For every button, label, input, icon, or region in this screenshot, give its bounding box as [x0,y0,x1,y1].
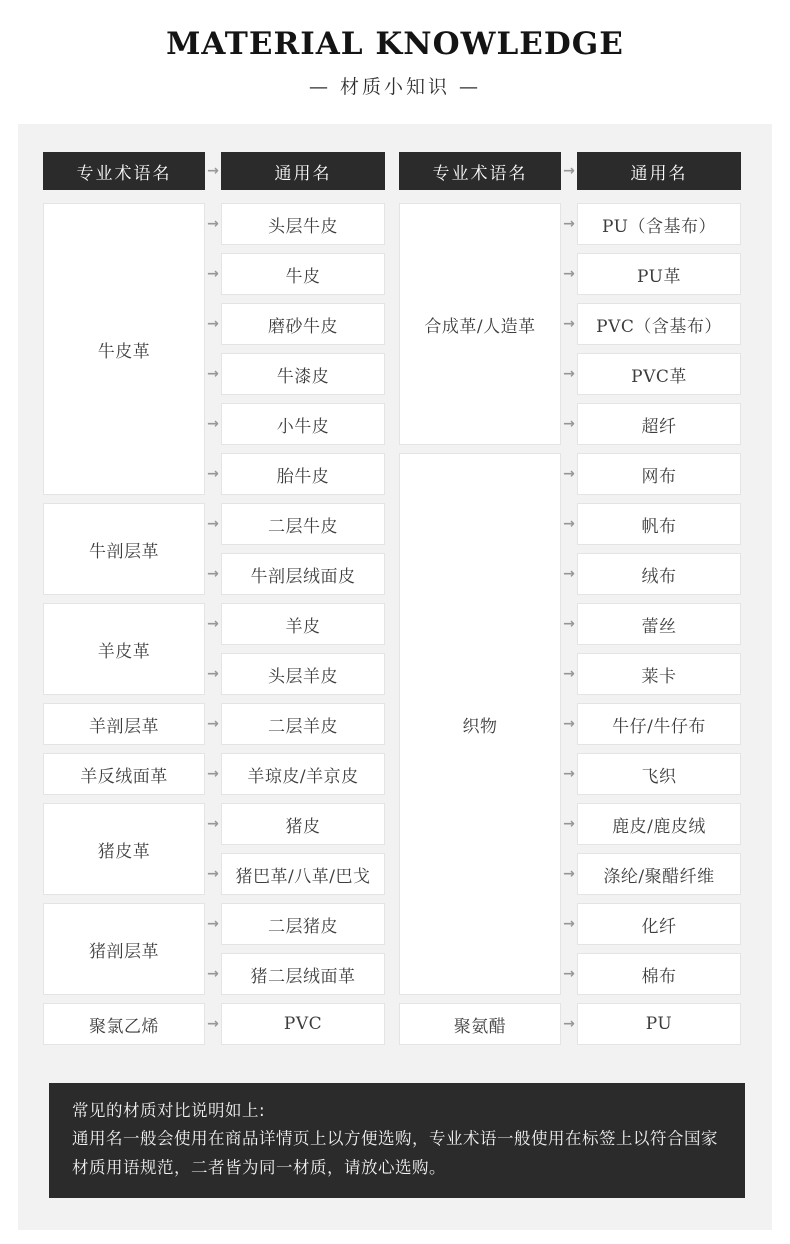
common-cell: 牛漆皮 [221,353,385,395]
footnote-box [49,1083,745,1198]
table-pair-2 [399,152,741,1045]
arrow-right-icon: → [563,516,575,532]
arrow-right-icon: → [207,466,219,482]
common-cell: 莱卡 [577,653,741,695]
mapping-grid [399,203,741,1045]
term-cell: 猪皮革 [43,803,205,895]
footnote-line1: 常见的材质对比说明如上: [72,1101,266,1120]
common-cell: 二层羊皮 [221,703,385,745]
common-cell: 羊皮 [221,603,385,645]
term-cell: 羊反绒面革 [43,753,205,795]
arrow-right-icon: → [207,316,219,332]
term-cell: 聚氯乙烯 [43,1003,205,1045]
arrow-right-icon: → [207,866,219,882]
common-cell: 涤纶/聚醋纤维 [577,853,741,895]
common-cell: 二层猪皮 [221,903,385,945]
common-cell: 鹿皮/鹿皮绒 [577,803,741,845]
mapping-tables [43,152,747,1045]
arrow-right-icon: → [207,916,219,932]
arrow-right-icon: → [207,416,219,432]
arrow-right-icon: → [563,916,575,932]
header-row [399,152,741,190]
arrow-right-icon: → [563,866,575,882]
arrow-right-icon: → [207,566,219,582]
term-cell: 羊剖层革 [43,703,205,745]
arrow-right-icon: → [563,566,575,582]
header-row [43,152,385,190]
table-pair-1 [43,152,385,1045]
arrow-right-icon: → [207,266,219,282]
arrow-right-icon: → [563,416,575,432]
common-cell: 网布 [577,453,741,495]
term-column-header: 专业术语名 [43,152,205,190]
term-cell: 牛皮革 [43,203,205,495]
arrow-right-icon: → [563,466,575,482]
page-title: MATERIAL KNOWLEDGE [166,26,624,62]
common-cell: 飞织 [577,753,741,795]
common-cell: 牛剖层绒面皮 [221,553,385,595]
common-cell: 绒布 [577,553,741,595]
arrow-right-icon: → [563,666,575,682]
term-column-header: 专业术语名 [399,152,561,190]
arrow-right-icon: → [563,163,575,179]
common-cell: PVC革 [577,353,741,395]
arrow-right-icon: → [563,266,575,282]
arrow-right-icon: → [207,163,219,179]
arrow-right-icon: → [207,516,219,532]
arrow-right-icon: → [563,766,575,782]
arrow-right-icon: → [207,716,219,732]
arrow-right-icon: → [207,816,219,832]
common-cell: 化纤 [577,903,741,945]
arrow-right-icon: → [563,716,575,732]
arrow-right-icon: → [207,1016,219,1032]
arrow-right-icon: → [563,816,575,832]
common-cell: 帆布 [577,503,741,545]
arrow-right-icon: → [207,616,219,632]
common-cell: 头层牛皮 [221,203,385,245]
arrow-right-icon: → [563,616,575,632]
arrow-right-icon: → [563,366,575,382]
common-cell: 羊琼皮/羊京皮 [221,753,385,795]
common-cell: 牛皮 [221,253,385,295]
comparison-panel [18,124,772,1230]
common-cell: 牛仔/牛仔布 [577,703,741,745]
term-cell: 牛剖层革 [43,503,205,595]
term-cell: 羊皮革 [43,603,205,695]
common-cell: 猪皮 [221,803,385,845]
title-block [0,0,790,124]
common-column-header: 通用名 [221,152,385,190]
arrow-right-icon: → [207,966,219,982]
common-cell: PVC [221,1003,385,1045]
common-column-header: 通用名 [577,152,741,190]
arrow-right-icon: → [207,766,219,782]
common-cell: PU革 [577,253,741,295]
common-cell: 小牛皮 [221,403,385,445]
arrow-right-icon: → [563,1016,575,1032]
term-cell: 合成革/人造革 [399,203,561,445]
arrow-right-icon: → [563,316,575,332]
common-cell: 蕾丝 [577,603,741,645]
term-cell: 织物 [399,453,561,995]
page-subtitle: — 材质小知识 — [308,76,482,98]
common-cell: 头层羊皮 [221,653,385,695]
mapping-grid [43,203,385,1045]
term-cell: 猪剖层革 [43,903,205,995]
common-cell: 棉布 [577,953,741,995]
arrow-right-icon: → [207,216,219,232]
arrow-right-icon: → [207,666,219,682]
arrow-right-icon: → [207,366,219,382]
common-cell: 猪二层绒面革 [221,953,385,995]
common-cell: 磨砂牛皮 [221,303,385,345]
term-cell: 聚氨醋 [399,1003,561,1045]
arrow-right-icon: → [563,216,575,232]
common-cell: 胎牛皮 [221,453,385,495]
arrow-right-icon: → [563,966,575,982]
common-cell: PU [577,1003,741,1045]
common-cell: 二层牛皮 [221,503,385,545]
common-cell: 猪巴革/八革/巴戈 [221,853,385,895]
common-cell: PU（含基布） [577,203,741,245]
common-cell: PVC（含基布） [577,303,741,345]
footnote-line2: 通用名一般会使用在商品详情页上以方便选购，专业术语一般使用在标签上以符合国家材质用语规范，二者皆为同一材质，请放心选购。 [72,1129,718,1177]
common-cell: 超纤 [577,403,741,445]
